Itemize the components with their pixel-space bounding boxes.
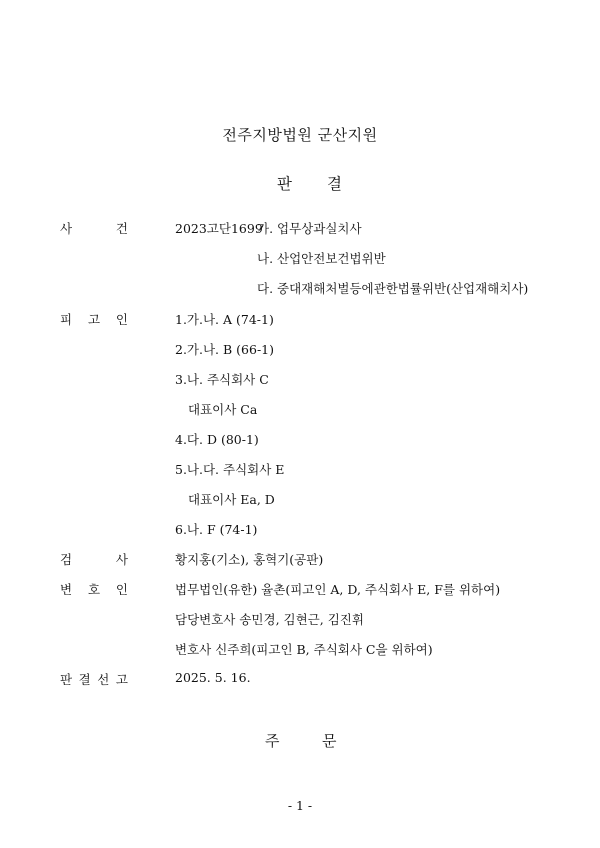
counsel-line: 담당변호사 송민경, 김현근, 김진휘 (175, 612, 364, 627)
case-label: 사 건 (60, 221, 128, 236)
defendant-line: 2.가.나. B (66-1) (175, 342, 274, 357)
counsel-line: 법무법인(유한) 율촌(피고인 A, D, 주식회사 E, F를 위하여) (175, 582, 501, 597)
judgment-date-value: 2025. 5. 16. (175, 670, 251, 685)
defendant-line: 5.나.다. 주식회사 E (175, 462, 285, 477)
prosecutor-value: 황지홍(기소), 홍혁기(공판) (175, 552, 324, 567)
defendant-line: 3.나. 주식회사 C (175, 372, 269, 387)
heading-char: 주 (265, 732, 280, 750)
prosecutor-label: 검 사 (60, 552, 128, 567)
charge-item: 다. 중대재해처벌등에관한법률위반(산업재해치사) (257, 281, 529, 296)
defendant-line: 4.다. D (80-1) (175, 432, 259, 447)
defendants-label: 피 고 인 (60, 312, 128, 327)
charge-item: 가. 업무상과실치사 (257, 221, 362, 236)
case-number: 2023고단1699 (175, 221, 263, 236)
page-number: - 1 - (287, 798, 313, 813)
defendant-line: 대표이사 Ca (188, 402, 258, 417)
judgment-date-label: 판 결 선 고 (60, 672, 128, 687)
court-name: 전주지방법원 군산지원 (222, 126, 378, 144)
heading-char: 문 (322, 732, 337, 750)
counsel-line: 변호사 신주희(피고인 B, 주식회사 C을 위하여) (175, 642, 433, 657)
title-char: 결 (327, 175, 342, 193)
defendant-line: 1.가.나. A (74-1) (175, 312, 274, 327)
defendant-line: 대표이사 Ea, D (188, 492, 275, 507)
title-char: 판 (277, 175, 292, 193)
counsel-label: 변 호 인 (60, 582, 128, 597)
charge-item: 나. 산업안전보건법위반 (257, 251, 386, 266)
defendant-line: 6.나. F (74-1) (175, 522, 258, 537)
